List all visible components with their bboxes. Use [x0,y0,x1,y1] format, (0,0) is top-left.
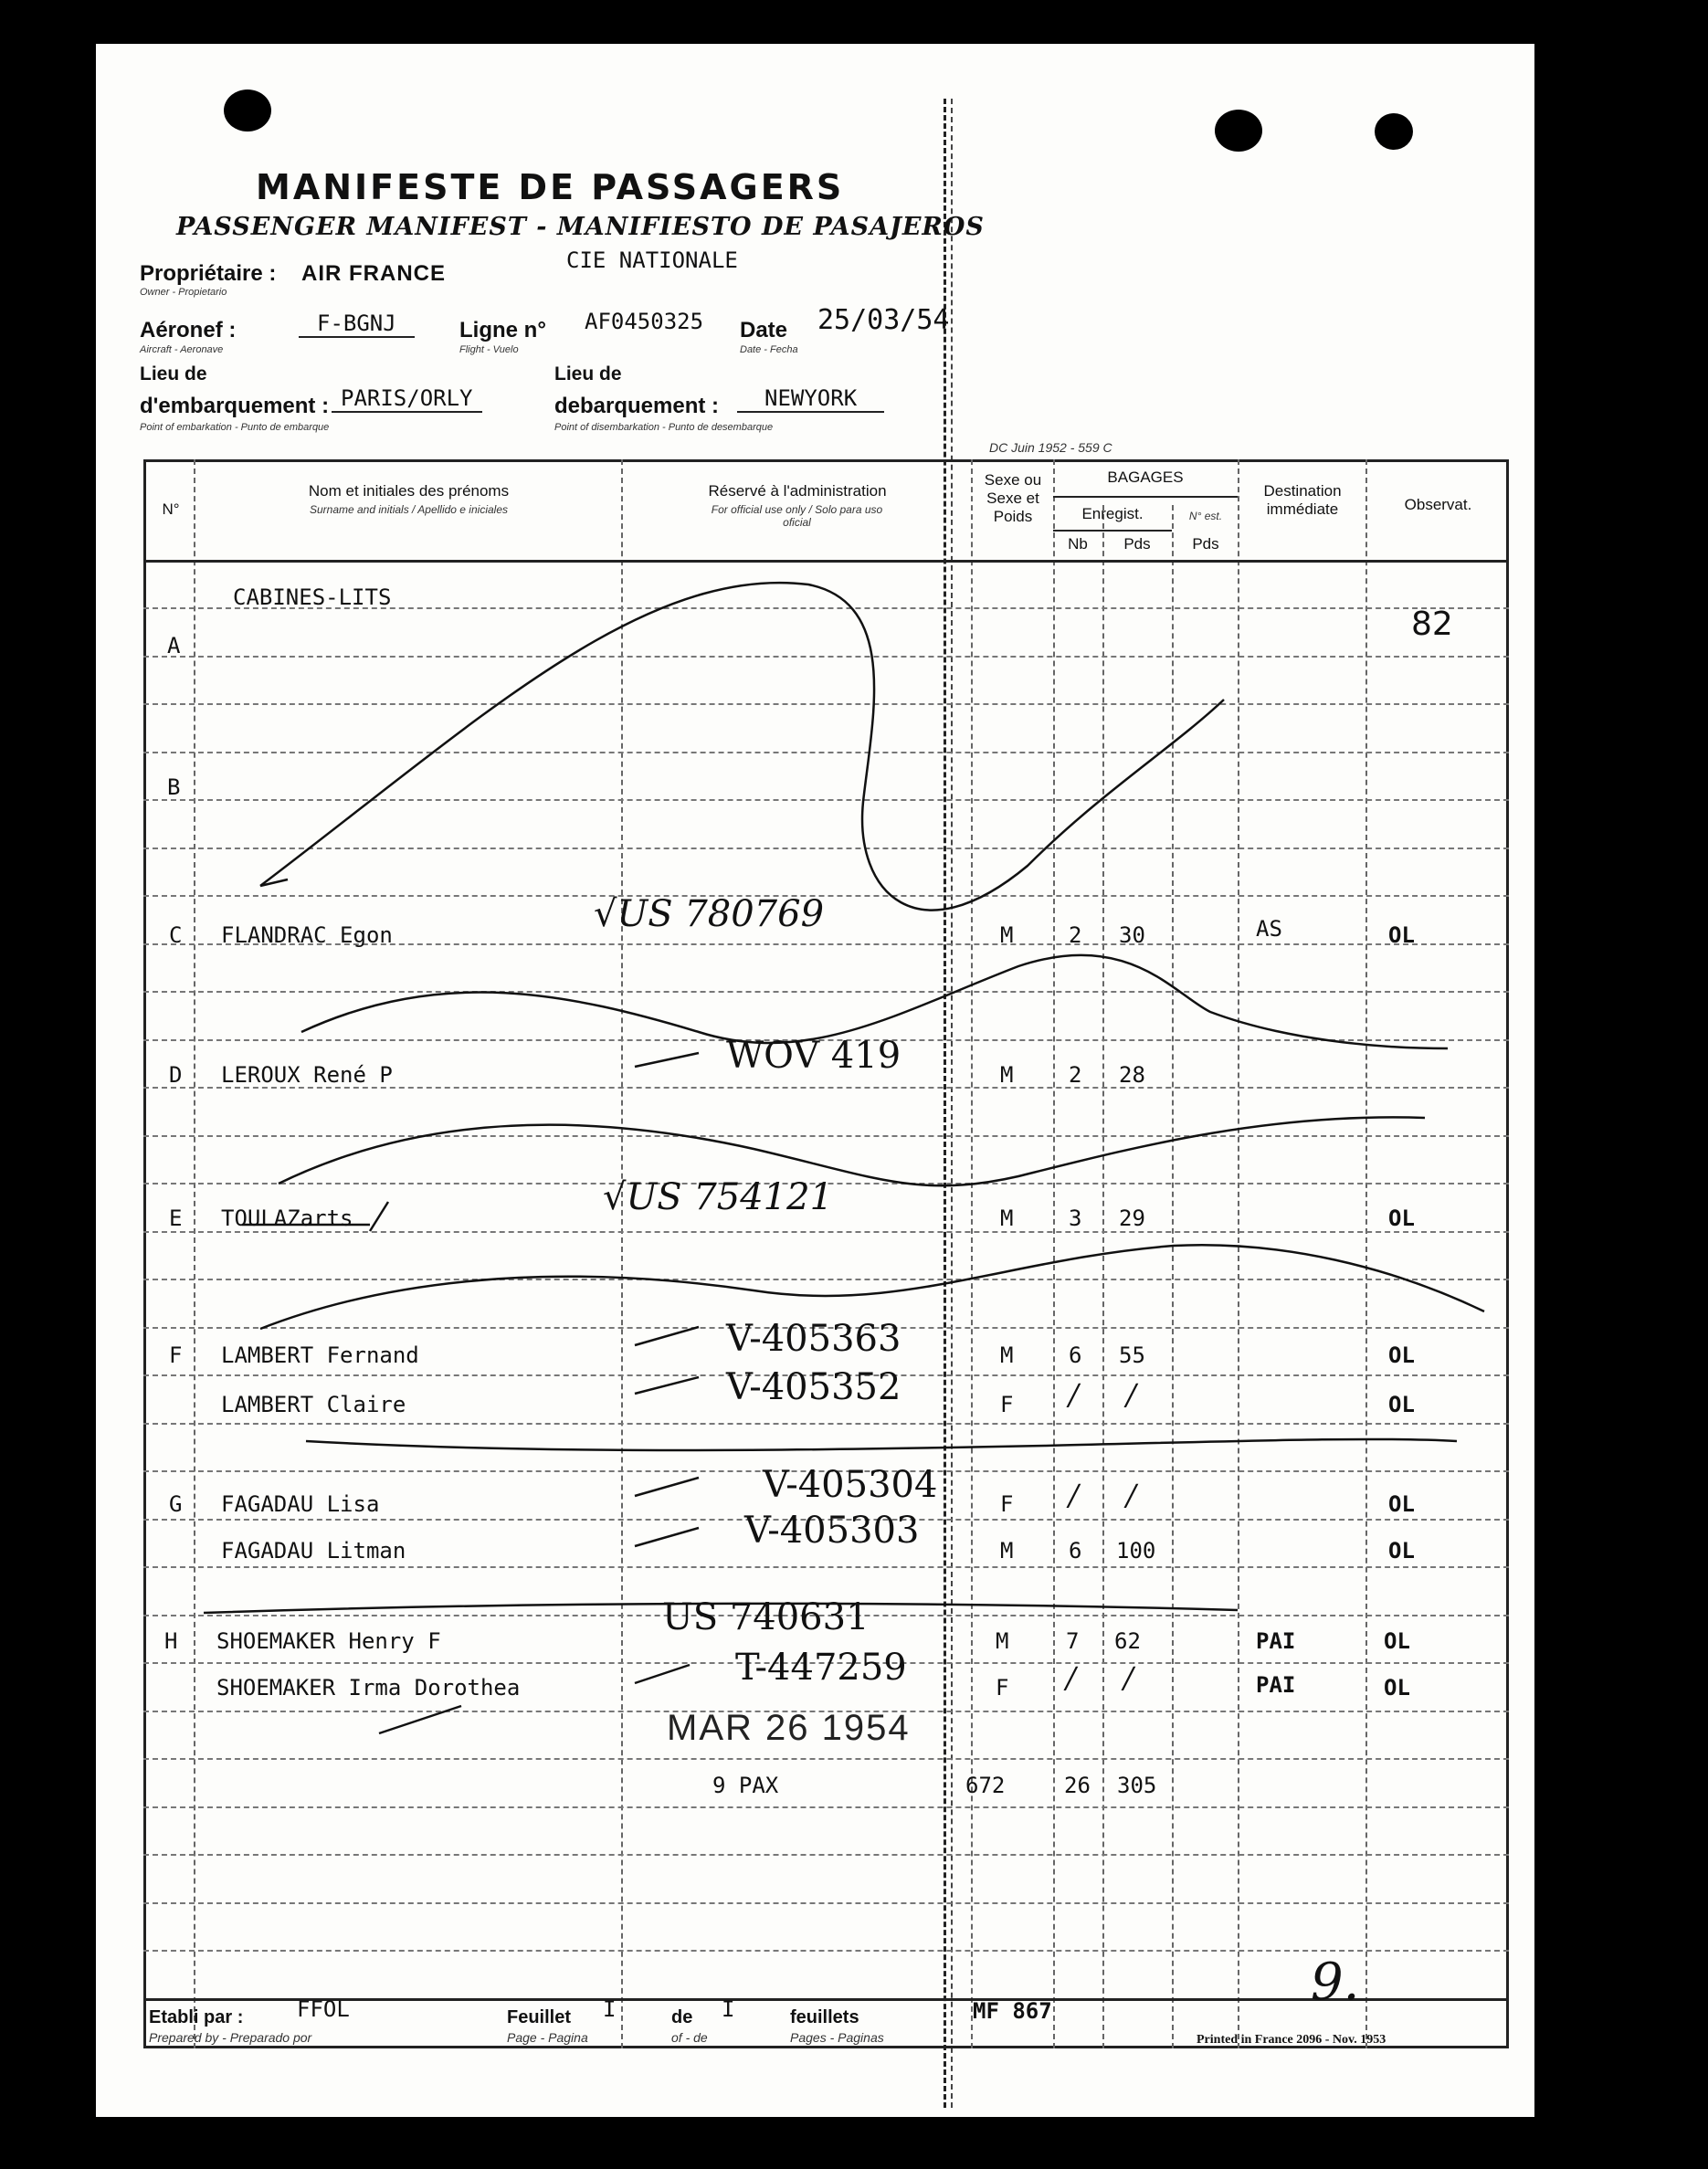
bag-count: 7 [1066,1628,1080,1654]
passenger-name: FAGADAU Lisa [221,1491,380,1517]
bag-weight: 100 [1116,1538,1156,1564]
observation: OL [1388,1538,1415,1564]
row-letter: G [169,1491,183,1517]
embark-label-1: Lieu de [140,363,207,384]
form-ref: DC Juin 1952 - 559 C [989,440,1112,455]
col-pds2: Pds [1192,535,1219,553]
owner-value: AIR FRANCE [301,261,446,286]
debark-label-1: Lieu de [554,363,622,384]
passenger-name: TOULAZarts [221,1206,353,1231]
col-name: Nom et initiales des prénoms [308,482,510,500]
bag-count: / [1069,1377,1079,1412]
total-weight: 672 [965,1773,1006,1798]
bag-count: / [1069,1478,1079,1512]
bag-count: 6 [1069,1538,1082,1564]
owner-sub: Owner - Propietario [140,287,227,298]
observation: OL [1388,1206,1415,1231]
bag-weight: 30 [1119,922,1145,948]
manifest-sheet [96,44,1534,2117]
page-subtitle: PASSENGER MANIFEST - MANIFIESTO DE PASAJEROS [176,213,985,241]
col-name-sub: Surname and initials / Apellido e iniciales [309,503,508,516]
row-letter: C [169,922,183,948]
date-sub: Date - Fecha [740,344,798,355]
strike-curve-ab [260,583,1224,910]
passenger-name: FAGADAU Litman [221,1538,406,1564]
row-letter: D [169,1062,183,1088]
passenger-name: SHOEMAKER Henry F [216,1628,441,1654]
row-letter-b: B [167,774,181,800]
passenger-name: SHOEMAKER Irma Dorothea [216,1675,521,1700]
passport-number: V-405352 [726,1366,901,1408]
sheets-label: feuillets [790,2007,859,2027]
owner-stamp: CIE NATIONALE [566,247,738,273]
sex: M [1000,1062,1014,1088]
bag-count: 2 [1069,922,1082,948]
col-nb: Nb [1068,535,1088,553]
col-no: N° [162,500,180,518]
received-stamp: MAR 26 1954 [667,1708,911,1748]
flight-label: Ligne n° [459,318,546,342]
section-label: CABINES-LITS [233,584,392,610]
passport-number: T-447259 [735,1647,907,1689]
passport-number: √US 754121 [603,1176,834,1218]
observation: OL [1384,1675,1410,1700]
sex: M [1000,922,1014,948]
bag-count: 6 [1069,1342,1082,1368]
bag-weight: 29 [1119,1206,1145,1231]
col-admin: Réservé à l'administration [708,482,887,500]
row-letter: F [169,1342,183,1368]
of-value: I [722,1996,735,2022]
embark-label-2: d'embarquement : [140,394,330,418]
mf-number: MF 867 [973,1998,1052,2024]
total-bag-weight: 305 [1117,1773,1157,1798]
bag-weight: 28 [1119,1062,1145,1088]
bag-weight: / [1123,1660,1133,1695]
destination: PAI [1256,1672,1296,1698]
col-baggage: BAGAGES [1107,469,1184,486]
date-value: 25/03/54 [817,304,950,336]
sex: M [1000,1538,1014,1564]
observation: OL [1388,922,1415,948]
passport-number: √US 780769 [594,893,825,935]
passenger-name: LAMBERT Claire [221,1392,406,1417]
total-pax: 9 PAX [712,1773,779,1798]
prepared-value: FFOL [297,1996,350,2022]
aircraft-sub: Aircraft - Aeronave [140,344,224,355]
col-registered: Enregist. [1081,505,1144,522]
observ-note: 82 [1411,605,1453,643]
sex: F [996,1675,1009,1700]
sex: M [1000,1342,1014,1368]
row-letter-a: A [167,633,181,658]
sheets-sub: Pages - Paginas [790,2030,884,2045]
strike-curve-f [306,1439,1457,1450]
col-destination: Destination immédiate [1263,482,1342,518]
col-observations: Observat. [1404,496,1472,513]
passport-number: V-405303 [744,1510,920,1552]
page-mark: 9. [1311,1953,1360,2012]
bag-weight: 62 [1114,1628,1141,1654]
sheet-label: Feuillet [507,2007,572,2027]
aircraft-value: F-BGNJ [299,311,415,338]
passport-number: WOV 419 [726,1035,901,1077]
passenger-name: LEROUX René P [221,1062,393,1088]
debark-value: NEWYORK [737,385,884,413]
debark-label-2: debarquement : [554,394,720,418]
sex: M [1000,1206,1014,1231]
strike-curve-c [301,955,1448,1048]
passport-number: US 740631 [662,1596,870,1638]
sex: F [1000,1392,1014,1417]
of-sub: of - de [671,2030,708,2045]
bag-count: / [1066,1660,1076,1695]
destination: PAI [1256,1628,1296,1654]
col-admin-sub: For official use only / Solo para uso oficial [711,503,883,529]
prepared-sub: Prepared by - Preparado por [149,2030,312,2045]
row-letter: E [169,1206,183,1231]
debark-sub: Point of disembarkation - Punto de desembarque [554,422,774,433]
passport-number: V-405363 [726,1318,901,1360]
observation: OL [1384,1628,1410,1654]
observation: OL [1388,1342,1415,1368]
page-title: MANIFESTE DE PASSAGERS [256,167,845,207]
embark-value: PARIS/ORLY [332,385,482,413]
sheet-sub: Page - Pagina [507,2030,588,2045]
row-letter: H [164,1628,178,1654]
strike-curve-e [260,1245,1484,1329]
strike-curve-g [204,1604,1238,1613]
bag-weight: / [1126,1478,1136,1512]
total-bag-count: 26 [1064,1773,1091,1798]
embark-sub: Point of embarkation - Punto de embarque [140,422,330,433]
flight-value: AF0450325 [585,309,704,334]
sex: M [996,1628,1009,1654]
owner-label: Propriétaire : [140,261,277,286]
strike-curve-d [279,1117,1425,1185]
strike-scribbles [96,44,1534,2117]
date-label: Date [740,318,788,342]
sex: F [1000,1491,1014,1517]
printed-note: Printed in France 2096 - Nov. 1953 [1197,2033,1386,2047]
col-sex: Sexe ou Sexe et Poids [984,471,1042,525]
col-no-est: N° est. [1188,510,1223,522]
sheet-value: I [603,1996,617,2022]
col-pds: Pds [1123,535,1151,553]
of-label: de [671,2007,693,2027]
passenger-name: FLANDRAC Egon [221,922,393,948]
bag-weight: 55 [1119,1342,1145,1368]
bag-count: 2 [1069,1062,1082,1088]
prepared-label: Etabli par : [149,2007,244,2027]
bag-count: 3 [1069,1206,1082,1231]
observation: OL [1388,1491,1415,1517]
destination: AS [1256,916,1282,942]
aircraft-label: Aéronef : [140,318,237,342]
bag-weight: / [1126,1377,1136,1412]
observation: OL [1388,1392,1415,1417]
passport-number: V-405304 [763,1464,938,1506]
passenger-name: LAMBERT Fernand [221,1342,419,1368]
flight-sub: Flight - Vuelo [459,344,519,355]
